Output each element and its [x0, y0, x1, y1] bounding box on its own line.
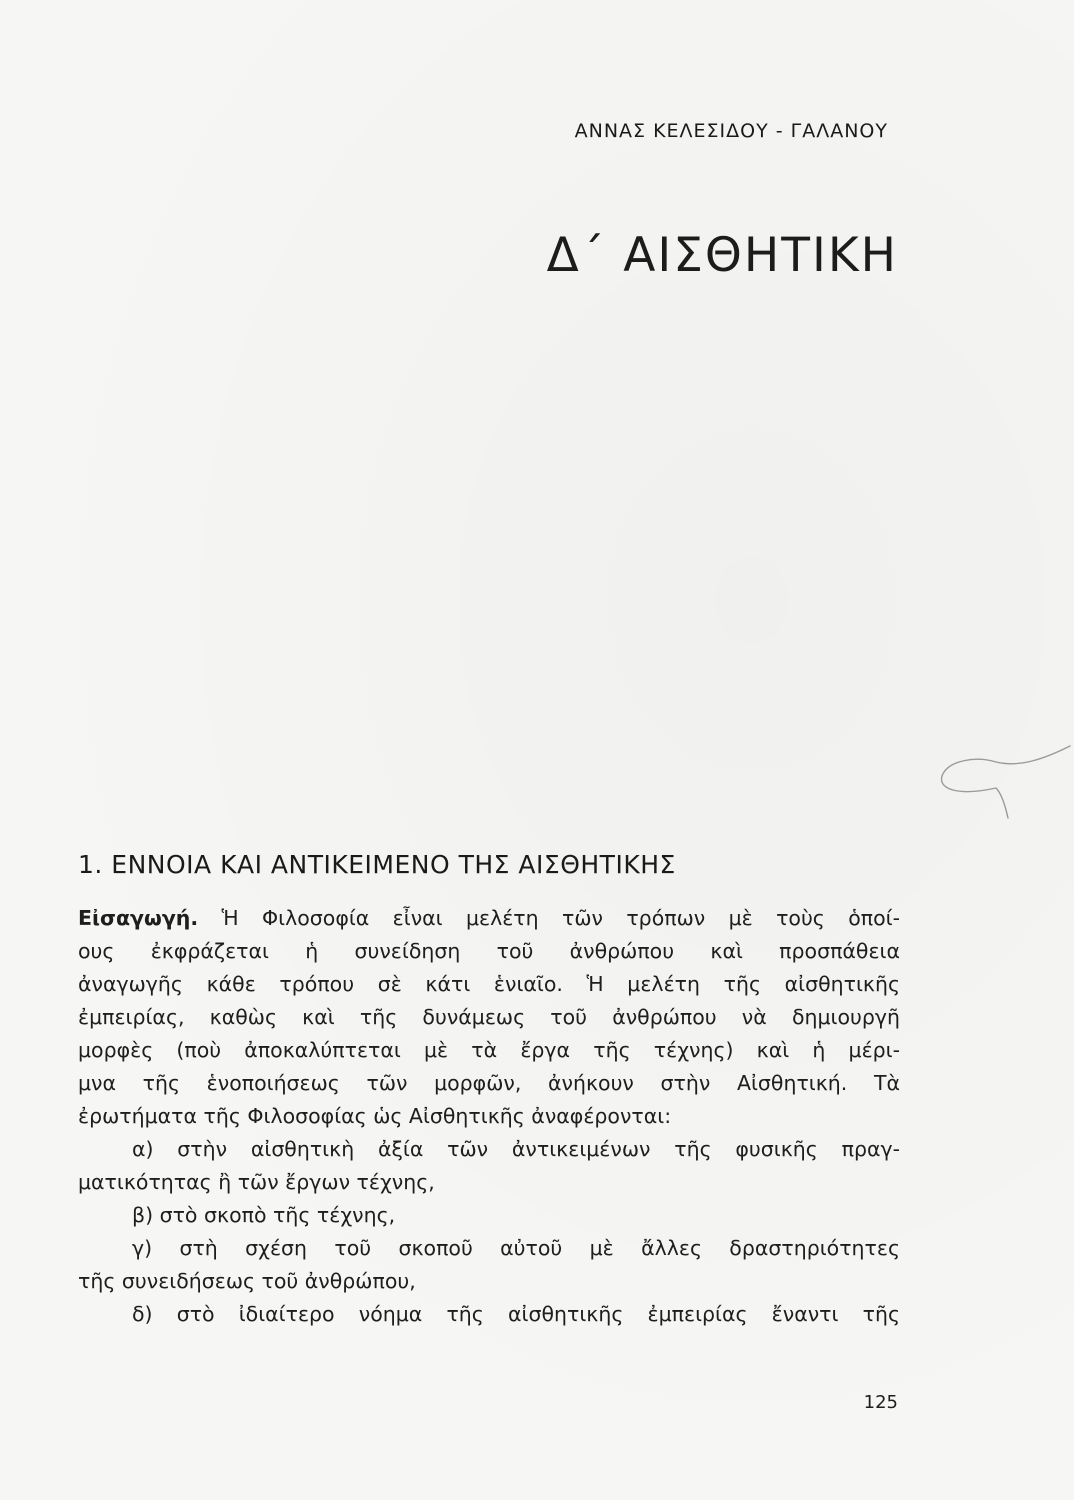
pencil-stroke-icon — [936, 740, 1072, 824]
part-title: Δ΄ ΑΙΣΘΗΤΙΚΗ — [546, 228, 898, 283]
list-item: α) στὴν αἰσθητικὴ ἀξία τῶν ἀντικειμένων τῆς φυσικῆς πραγ- — [132, 1137, 900, 1161]
text-line: ἐμπειρίας, καθὼς καὶ τῆς δυνάμεως τοῦ ἀνθρώπου νὰ δημιουργῆ — [78, 1005, 900, 1029]
text-line: μνα τῆς ἑνοποιήσεως τῶν μορφῶν, ἀνήκουν στὴν Αἰσθητική. Τὰ — [78, 1071, 900, 1095]
author-heading: ΑΝΝΑΣ ΚΕΛΕΣΙΔΟΥ - ΓΑΛΑΝΟΥ — [574, 120, 888, 142]
list-item: γ) στὴ σχέση τοῦ σκοποῦ αὐτοῦ μὲ ἄλλες δραστηριότητες — [132, 1236, 900, 1260]
page-number: 125 — [863, 1392, 898, 1413]
body-text — [78, 902, 900, 1331]
text-line: ἐρωτήματα τῆς Φιλοσοφίας ὡς Αἰσθητικῆς ἀναφέρονται: — [78, 1104, 672, 1128]
text-line: ματικότητας ἢ τῶν ἔργων τέχνης, — [78, 1170, 435, 1194]
list-item: δ) στὸ ἰδιαίτερο νόημα τῆς αἰσθητικῆς ἐμπειρίας ἔναντι τῆς — [132, 1302, 900, 1326]
text-line: τῆς συνειδήσεως τοῦ ἀνθρώπου, — [78, 1269, 416, 1293]
text-line-content: Ἡ Φιλοσοφία εἶναι μελέτη τῶν τρόπων μὲ τοὺς ὁποί- — [221, 906, 900, 930]
section-heading: 1. ΕΝΝΟΙΑ ΚΑΙ ΑΝΤΙΚΕΙΜΕΝΟ ΤΗΣ ΑΙΣΘΗΤΙΚΗΣ — [78, 850, 676, 879]
text-line: ἀναγωγῆς κάθε τρόπου σὲ κάτι ἑνιαῖο. Ἡ μελέτη τῆς αἰσθητικῆς — [78, 972, 900, 996]
lead-label: Εἰσαγωγή. — [78, 906, 199, 930]
list-item: β) στὸ σκοπὸ τῆς τέχνης, — [132, 1203, 396, 1227]
text-line: μορφὲς (ποὺ ἀποκαλύπτεται μὲ τὰ ἔργα τῆς τέχνης) καὶ ἡ μέρι- — [78, 1038, 900, 1062]
text-line: ους ἐκφράζεται ἡ συνείδηση τοῦ ἀνθρώπου καὶ προσπάθεια — [78, 939, 900, 963]
text-line — [78, 902, 900, 935]
